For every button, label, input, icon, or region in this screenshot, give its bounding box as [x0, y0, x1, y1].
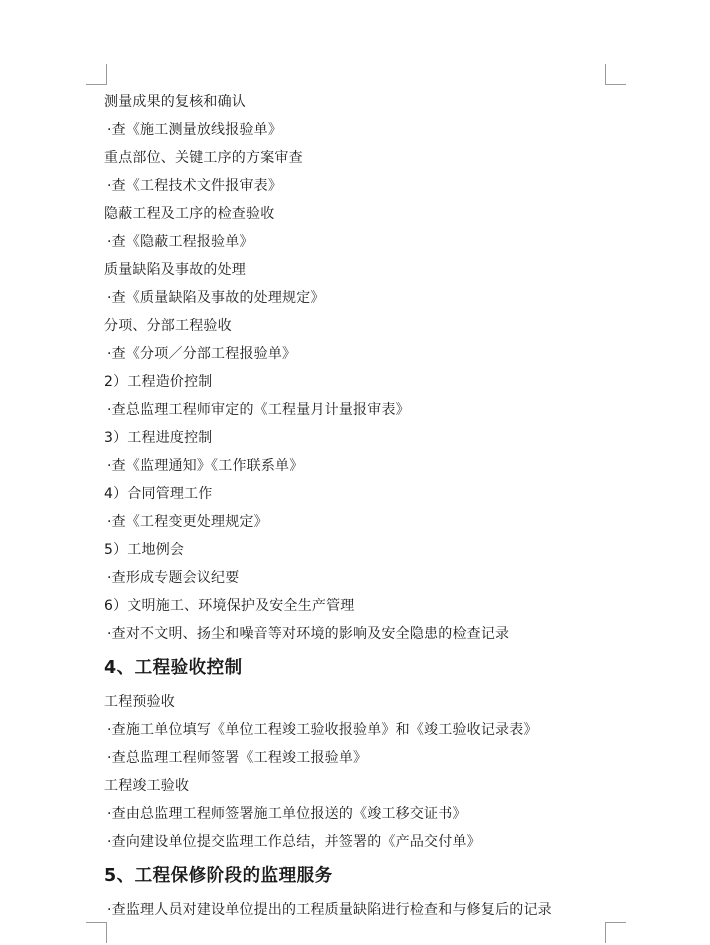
paragraph-line: 6）文明施工、环境保护及安全生产管理	[104, 598, 355, 614]
paragraph-line: 5）工地例会	[104, 542, 185, 558]
bullet-line: ·查《质量缺陷及事故的处理规定》	[107, 290, 325, 306]
bullet-line: ·查总监理工程师签署《工程竣工报验单》	[107, 750, 368, 766]
section-heading: 5、工程保修阶段的监理服务	[104, 866, 333, 886]
crop-mark-top-right	[605, 64, 626, 85]
paragraph-line: 工程预验收	[104, 694, 175, 710]
bullet-line: ·查《分项／分部工程报验单》	[107, 346, 297, 362]
bullet-line: ·查对不文明、扬尘和噪音等对环境的影响及安全隐患的检查记录	[107, 626, 510, 642]
bullet-line: ·查《隐蔽工程报验单》	[107, 234, 254, 250]
crop-mark-bottom-right	[605, 922, 626, 943]
bullet-line: ·查施工单位填写《单位工程竣工验收报验单》和《竣工验收记录表》	[107, 722, 538, 738]
crop-mark-top-left	[86, 64, 107, 85]
paragraph-line: 3）工程进度控制	[104, 430, 213, 446]
paragraph-line: 4）合同管理工作	[104, 486, 213, 502]
document-body	[104, 88, 604, 924]
bullet-line: ·查总监理工程师审定的《工程量月计量报审表》	[107, 402, 410, 418]
section-heading: 4、工程验收控制	[104, 658, 243, 678]
paragraph-line: 测量成果的复核和确认	[104, 94, 246, 110]
paragraph-line: 重点部位、关键工序的方案审查	[104, 150, 303, 166]
bullet-line: ·查由总监理工程师签署施工单位报送的《竣工移交证书》	[107, 806, 467, 822]
bullet-line: ·查《工程技术文件报审表》	[107, 178, 283, 194]
paragraph-line: 2）工程造价控制	[104, 374, 213, 390]
crop-mark-bottom-left	[86, 922, 107, 943]
bullet-line: ·查《施工测量放线报验单》	[107, 122, 283, 138]
bullet-line: ·查监理人员对建设单位提出的工程质量缺陷进行检查和与修复后的记录	[107, 902, 552, 918]
bullet-line: ·查形成专题会议纪要	[107, 570, 240, 586]
paragraph-line: 质量缺陷及事故的处理	[104, 262, 246, 278]
paragraph-line: 工程竣工验收	[104, 778, 190, 794]
bullet-line: ·查《监理通知》《工作联系单》	[107, 458, 304, 474]
bullet-line: ·查向建设单位提交监理工作总结，并签署的《产品交付单》	[107, 834, 481, 850]
paragraph-line: 分项、分部工程验收	[104, 318, 232, 334]
paragraph-line: 隐蔽工程及工序的检查验收	[104, 206, 275, 222]
bullet-line: ·查《工程变更处理规定》	[107, 514, 268, 530]
